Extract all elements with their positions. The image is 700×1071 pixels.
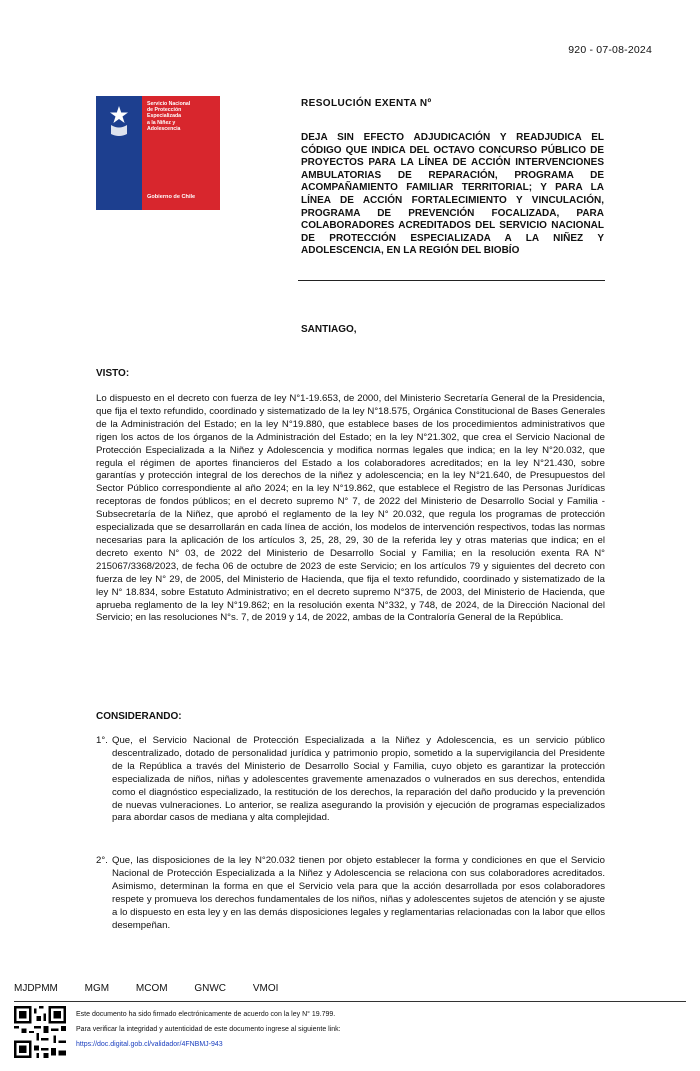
resolution-subject: DEJA SIN EFECTO ADJUDICACIÓN Y READJUDICA EL CÓDIGO QUE INDICA DEL OCTAVO CONCURSO PÚBLICO DE PROYECTOS PARA LA LÍNEA DE ACCIÓN INTERVENCIONES AMBULATORIAS DE REPARACIÓN, PROGRAMA DE ACOMPAÑAMIENTO FAMILIAR TERRITORIAL; Y PARA LA LÍNEA DE ACCIÓN FORTALECIMIENTO Y VINCULACIÓN, PROGRAMA DE PREVENCIÓN FOCALIZADA, PARA COLABORADORES ACREDITADOS DEL SERVICIO NACIONAL DE PROTECCIÓN ESPECIALIZADA A LA NIÑEZ Y ADOLESCENCIA, EN LA REGIÓN DEL BIOBÍO <box>301 132 604 257</box>
initials-item: GNWC <box>194 983 227 994</box>
coat-of-arms-icon <box>107 104 131 138</box>
footer-divider <box>14 1001 686 1002</box>
initials-row <box>14 983 302 994</box>
visto-paragraph: Lo dispuesto en el decreto con fuerza de ley N°1-19.653, de 2000, del Ministerio Secretaría General de la Presidencia, que fija el texto refundido, coordinado y sistematizado de la ley N°18.575, Orgánica Constitucional de Bases Generales de la Administración del Estado; en la ley N°19.880, que establece bases de los procedimientos administrativos que rigen los actos de los órganos de la Administración del Estado; en la ley N°21.302, que crea el Servicio Nacional de Protección Especializada a la Niñez y Adolescencia y modifica normas legales que indica; en la ley N°20.032, que regula el régimen de aportes financieros del Estado a los colaboradores acreditados; en la ley N°21.430, sobre garantías y protección integral de los derechos de la niñez y adolescencia; en la ley N°21.640, de Presupuestos del Sector Público correspondiente al año 2024; en la ley N°19.862, que establece el Registro de las Personas Jurídicas receptoras de fondos públicos; en el decreto supremo N° 7, de 2022 del Ministerio de Desarrollo Social y Familia - Subsecretaría de la Niñez, que aprobó el reglamento de la ley N° 20.032, que regula los programas de protección especializada que se desarrollarán en cada línea de acción, los modelos de intervención respectivos, todas las normas necesarias para la aplicación de los artículos 3, 25, 28, 29, 30 de la referida ley y otras materias que indica; en el decreto exento N° 03, de 2022 del Ministerio de Desarrollo Social y Familia; en la resolución exenta RA N° 215067/3368/2023, de fecha 06 de octubre de 2023 de este Servicio; en los artículos 79 y siguientes del decreto con fuerza de ley N° 29, de 2005, del Ministerio de Hacienda, que fija el texto refundido, coordinado y sistematizado de la ley N° 18.834, sobre Estatuto Administrativo; en el decreto supremo N°375, de 2003, del Ministerio de Hacienda, que aprueba reglamento de la ley N°19.862; en la resolución exenta N°332, y 748, de 2024, de la Dirección Nacional del Servicio; en las resoluciones N°s. 7, de 2019 y 14, de 2022, ambas de la Contraloría General de la República. <box>96 393 605 624</box>
initials-item: MCOM <box>135 983 168 994</box>
initials-item: MGM <box>84 983 110 994</box>
visto-heading: VISTO: <box>96 368 130 379</box>
logo-org-name: Servicio Nacional de Protección Especializada a la Niñez y Adolescencia <box>147 101 191 132</box>
signature-notice: Este documento ha sido firmado electrónicamente de acuerdo con la ley N° 19.799. <box>76 1011 336 1018</box>
subject-divider <box>298 280 605 281</box>
city-label: SANTIAGO, <box>301 324 357 335</box>
verification-notice: Para verificar la integridad y autenticidad de este documento ingrese al siguiente link: <box>76 1026 341 1033</box>
considerando-item <box>96 735 605 825</box>
institution-logo <box>96 96 220 210</box>
verification-link[interactable]: https://doc.digital.gob.cl/validador/4FNBMJ-943 <box>76 1041 223 1048</box>
initials-item: VMOI <box>252 983 279 994</box>
qr-code-icon <box>14 1006 66 1058</box>
considerando-heading: CONSIDERANDO: <box>96 711 182 722</box>
item-number: 1°. <box>96 735 108 746</box>
initials-item: MJDPMM <box>14 983 58 994</box>
item-text: Que, el Servicio Nacional de Protección Especializada a la Niñez y Adolescencia, es un servicio público descentralizado, dotado de personalidad jurídica y patrimonio propio, sometido a la supervigilancia del Presidente de la República a través del Ministerio de Desarrollo Social y Familia, cuyo objeto es garantizar la protección especializada de niños, niñas y adolescentes gravemente amenazados o vulnerados en sus derechos, entendida como el diagnóstico especializado, la restitución de los derechos, la reparación del daño producido y la prevención de nuevas vulneraciones. Lo anterior, se realiza asegurando la provisión y ejecución de programas especializados para abordar casos de mediana y alta complejidad. <box>112 735 605 824</box>
logo-blue-band <box>96 96 142 210</box>
resolution-title: RESOLUCIÓN EXENTA Nº <box>301 98 432 109</box>
item-text: Que, las disposiciones de la ley N°20.032 tienen por objeto establecer la forma y condiciones en que el Servicio Nacional de Protección Especializada a la Niñez y Adolescencia se relaciona con sus colaboradores acreditados. Asimismo, determinan la forma en que el Servicio vela para que la acción desarrollada por esos colaboradores respete y promueva los derechos fundamentales de los niños, niñas y adolescentes sujetos de atención y se ajuste a lo dispuesto en esta ley y en las demás disposiciones legales y reglamentarias relacionadas con la labor que ellos desempeñan. <box>112 855 605 931</box>
considerando-item <box>96 855 605 932</box>
document-number: 920 - 07-08-2024 <box>568 44 652 56</box>
item-number: 2°. <box>96 855 108 866</box>
logo-gov-label: Gobierno de Chile <box>147 194 196 200</box>
